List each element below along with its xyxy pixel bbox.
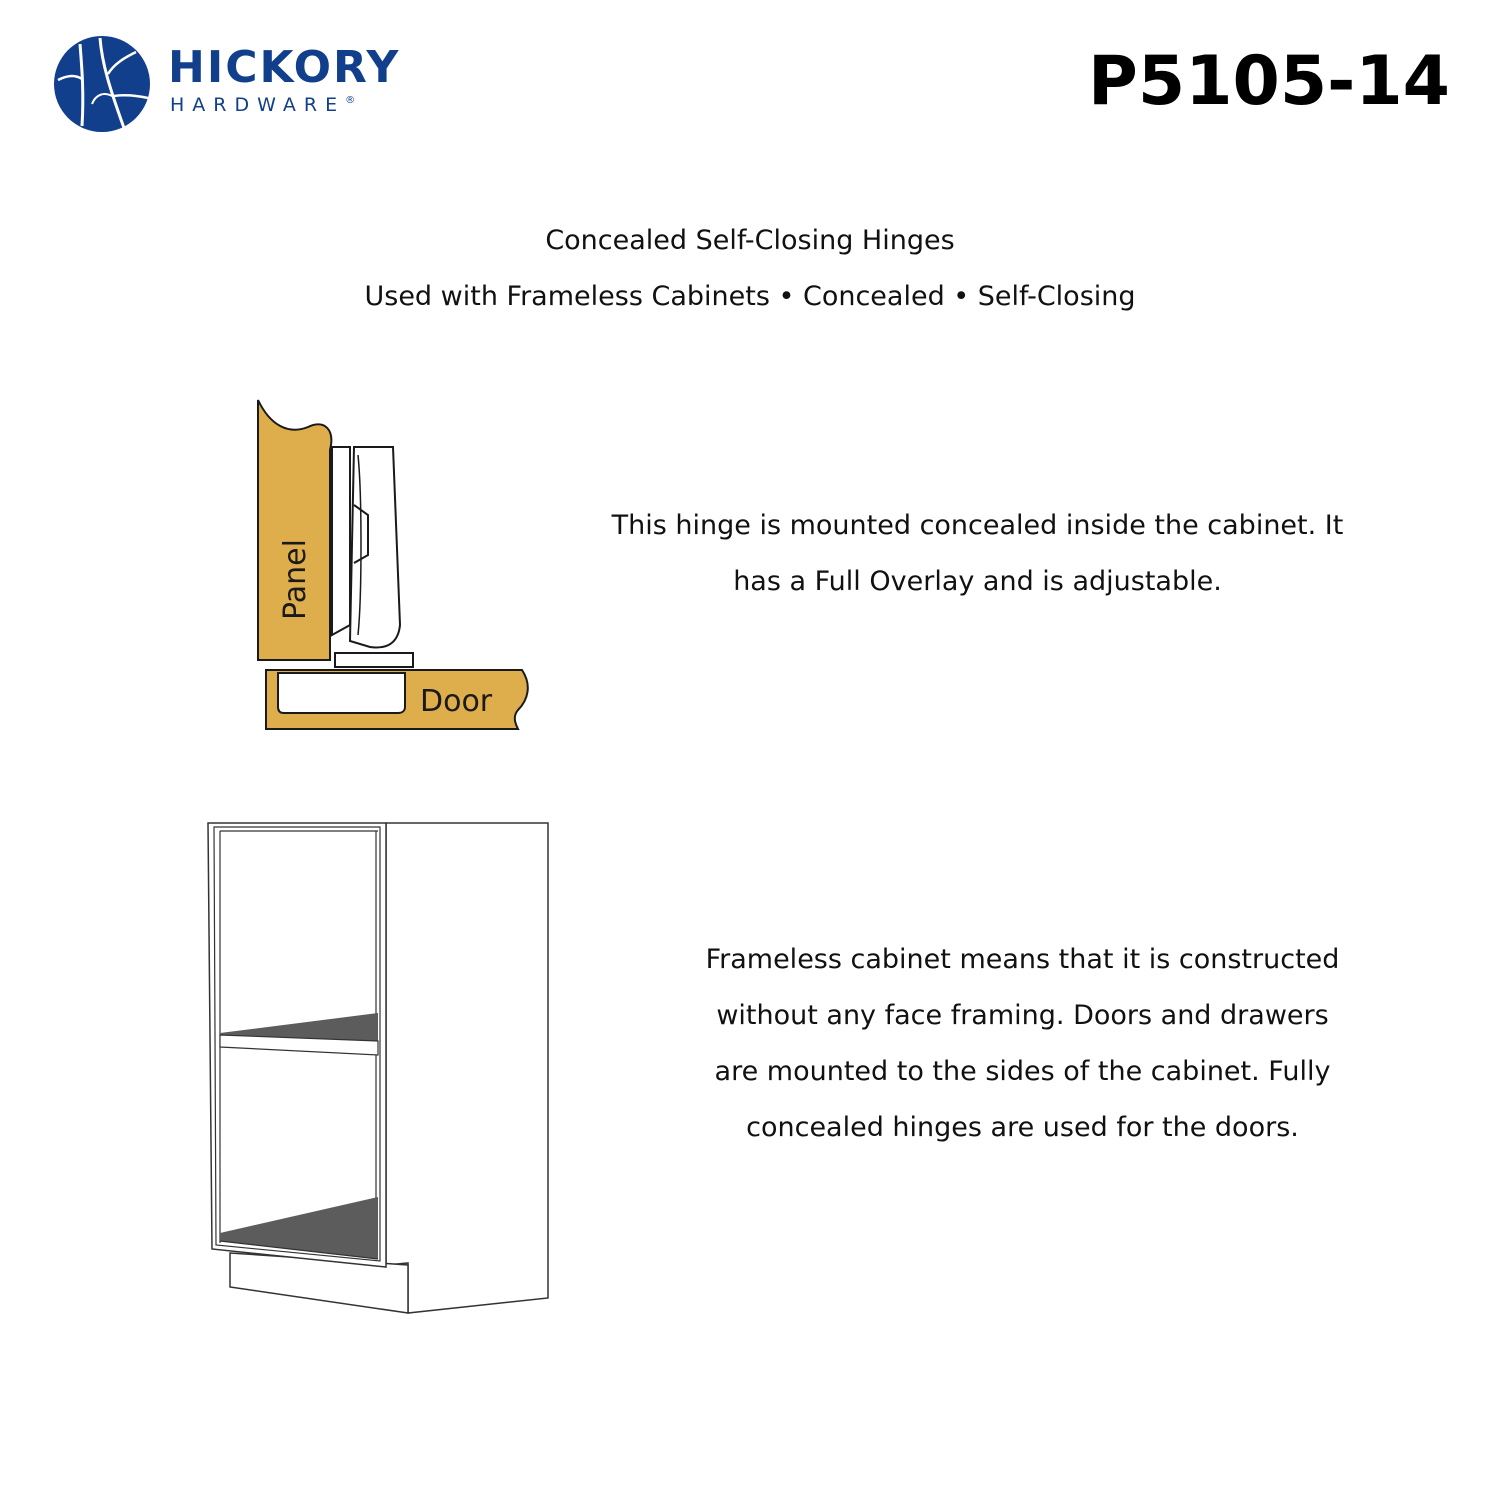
- cabinet-description-line: concealed hinges are used for the doors.: [746, 1112, 1299, 1143]
- hinge-arm: [332, 447, 350, 635]
- hinge-body: [350, 447, 400, 647]
- frameless-cabinet-diagram: [200, 815, 560, 1325]
- hinge-cup: [278, 673, 405, 713]
- cabinet-side: [386, 823, 548, 1313]
- panel-label: Panel: [278, 539, 313, 620]
- brand-logo: [52, 34, 412, 134]
- cabinet-description-line: without any face framing. Doors and drawers: [716, 1000, 1329, 1031]
- panel-shape: [258, 400, 331, 660]
- hinge-description-line: This hinge is mounted concealed inside the cabinet. It: [611, 510, 1344, 541]
- hinge-description: [540, 498, 1415, 610]
- brand-name: HICKORY: [168, 42, 401, 93]
- page-title: Concealed Self-Closing Hinges: [545, 225, 955, 256]
- cabinet-description-line: are mounted to the sides of the cabinet. Fully: [714, 1056, 1331, 1087]
- tree-branch-logo-icon: [52, 34, 152, 134]
- product-code: P5105-14: [1088, 42, 1450, 121]
- hinge-mount-plate: [335, 653, 413, 667]
- hinge-diagram: [250, 395, 540, 740]
- feature-list: Used with Frameless Cabinets • Concealed • Self-Closing: [364, 281, 1136, 312]
- cabinet-description: [620, 932, 1425, 1156]
- brand-subname: HARDWARE®: [170, 94, 356, 116]
- hinge-description-line: has a Full Overlay and is adjustable.: [733, 566, 1222, 597]
- door-label: Door: [420, 684, 493, 719]
- cabinet-description-line: Frameless cabinet means that it is constructed: [705, 944, 1340, 975]
